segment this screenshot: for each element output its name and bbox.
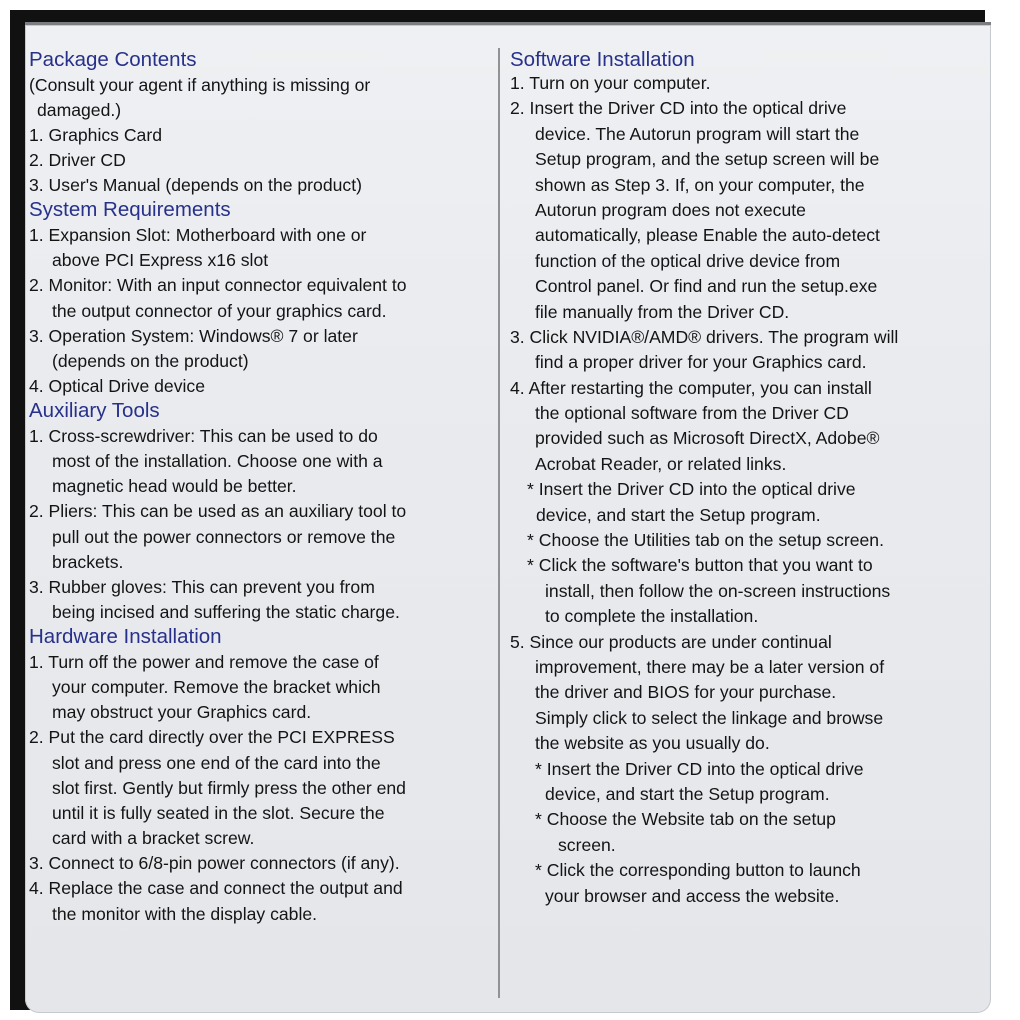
text-line: the website as you usually do. <box>535 733 770 754</box>
list-item: 5. Since our products are under continual <box>510 631 832 652</box>
text-line: brackets. <box>52 551 124 572</box>
text-line: your browser and access the website. <box>545 885 840 906</box>
bullet-item: * Choose the Website tab on the setup <box>535 809 836 830</box>
text-line: (depends on the product) <box>52 350 249 371</box>
text-line: until it is fully seated in the slot. Secure the <box>52 802 385 823</box>
hardware-installation-title: Hardware Installation <box>29 625 222 649</box>
bullet-item: * Click the corresponding button to launch <box>535 860 861 881</box>
text-line: Simply click to select the linkage and browse <box>535 707 884 728</box>
list-item: 2. Driver CD <box>29 150 126 171</box>
text-line: function of the optical drive device from <box>535 250 841 271</box>
text-line: the optional software from the Driver CD <box>535 403 849 424</box>
text-line: Control panel. Or find and run the setup.exe <box>535 276 878 297</box>
text-line: shown as Step 3. If, on your computer, the <box>535 174 865 195</box>
list-item: 4. Replace the case and connect the output and <box>29 878 403 899</box>
text-line: improvement, there may be a later version of <box>535 656 885 677</box>
list-item: 1. Turn off the power and remove the case of <box>29 651 379 672</box>
text-line: (Consult your agent if anything is missing or <box>29 74 371 95</box>
list-item: 4. After restarting the computer, you can install <box>510 377 872 398</box>
list-item: 2. Put the card directly over the PCI EXPRESS <box>29 727 395 748</box>
list-item: 1. Cross-screwdriver: This can be used to do <box>29 425 378 446</box>
bullet-item: * Insert the Driver CD into the optical drive <box>535 758 864 779</box>
bullet-item: * Choose the Utilities tab on the setup screen. <box>527 530 884 551</box>
system-requirements-title: System Requirements <box>29 198 231 222</box>
list-item: 3. User's Manual (depends on the product) <box>29 175 362 196</box>
text-line: provided such as Microsoft DirectX, Adobe® <box>535 428 880 449</box>
list-item: 2. Pliers: This can be used as an auxiliary tool to <box>29 501 407 522</box>
text-line: find a proper driver for your Graphics card. <box>535 352 867 373</box>
list-item: 3. Connect to 6/8-pin power connectors (if any). <box>29 853 400 874</box>
text-line: to complete the installation. <box>545 606 759 627</box>
text-line: damaged.) <box>37 99 122 120</box>
list-item: 1. Turn on your computer. <box>510 73 711 93</box>
list-item: 2. Monitor: With an input connector equivalent to <box>29 275 407 296</box>
text-line: Acrobat Reader, or related links. <box>535 453 787 474</box>
text-line: Setup program, and the setup screen will be <box>535 149 880 170</box>
package-contents-title: Package Contents <box>29 48 197 71</box>
text-line: your computer. Remove the bracket which <box>52 676 381 697</box>
list-item: 3. Rubber gloves: This can prevent you from <box>29 576 375 597</box>
left-column <box>29 48 494 927</box>
list-item: 1. Graphics Card <box>29 124 162 145</box>
text-line: being incised and suffering the static charge. <box>52 602 400 623</box>
text-line: Autorun program does not execute <box>535 199 806 220</box>
software-installation-title: Software Installation <box>510 48 695 71</box>
right-column <box>510 48 972 909</box>
column-divider <box>498 48 500 998</box>
text-line: above PCI Express x16 slot <box>52 250 269 271</box>
text-line: slot first. Gently but firmly press the other end <box>52 777 406 798</box>
list-item: 1. Expansion Slot: Motherboard with one or <box>29 224 367 245</box>
list-item: 2. Insert the Driver CD into the optical drive <box>510 98 847 119</box>
list-item: 3. Operation System: Windows® 7 or later <box>29 325 358 346</box>
bullet-item: * Insert the Driver CD into the optical drive <box>527 479 856 500</box>
text-line: device. The Autorun program will start the <box>535 123 860 144</box>
text-line: automatically, please Enable the auto-detect <box>535 225 880 246</box>
text-line: file manually from the Driver CD. <box>535 301 790 322</box>
auxiliary-tools-title: Auxiliary Tools <box>29 399 160 423</box>
list-item: 3. Click NVIDIA®/AMD® drivers. The program will <box>510 326 899 347</box>
list-item: 4. Optical Drive device <box>29 376 206 397</box>
text-line: device, and start the Setup program. <box>536 504 821 525</box>
text-line: screen. <box>558 834 616 855</box>
text-line: magnetic head would be better. <box>52 476 297 497</box>
text-line: the output connector of your graphics card. <box>52 300 387 321</box>
bullet-item: * Click the software's button that you want to <box>527 555 873 576</box>
text-line: device, and start the Setup program. <box>545 783 830 804</box>
text-line: slot and press one end of the card into the <box>52 752 381 773</box>
text-line: may obstruct your Graphics card. <box>52 702 312 723</box>
text-line: the monitor with the display cable. <box>52 903 318 924</box>
text-line: pull out the power connectors or remove the <box>52 526 396 547</box>
text-line: the driver and BIOS for your purchase. <box>535 682 837 703</box>
text-line: card with a bracket screw. <box>52 828 255 849</box>
text-line: most of the installation. Choose one with a <box>52 450 383 471</box>
text-line: install, then follow the on-screen instructions <box>545 580 891 601</box>
